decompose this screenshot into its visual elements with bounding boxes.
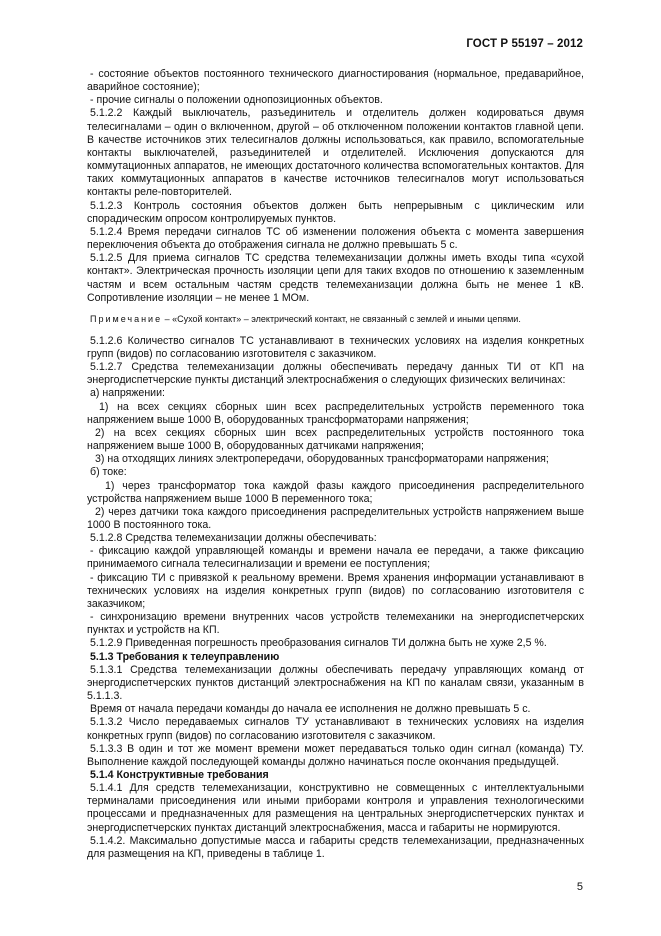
paragraph: Время от начала передачи команды до начала ее исполнения не должно превышать 5 с. (90, 703, 531, 716)
list-item: 2) на всех секциях сборных шин всех распределительных устройств постоянного тока напряжением выше 1000 В, оборудованных датчиками напряжения; (87, 426, 584, 453)
paragraph: 5.1.2.8 Средства телемеханизации должны обеспечивать: (90, 532, 377, 545)
list-item: 1) на всех секциях сборных шин всех распределительных устройств переменного тока напряжением выше 1000 В, оборудованных трансформаторами напряжения; (87, 400, 584, 426)
paragraph: 5.1.3.3 В один и тот же момент времени может передаваться только один сигнал (команда) ТУ. Выполнение каждой последующей команды должно начинаться после окончания предыдущей. (87, 742, 584, 768)
note-label: Примечание (90, 313, 163, 324)
section-heading: 5.1.3 Требования к телеуправлению (90, 650, 280, 663)
paragraph: 5.1.2.3 Контроль состояния объектов должен быть непрерывным с циклическим или спорадическим опросом контролируемых пунктов. (87, 199, 584, 225)
list-heading: б) токе: (90, 466, 127, 479)
paragraph: 5.1.2.6 Количество сигналов ТС устанавливают в технических условиях на изделия конкретных групп (видов) по согласованию изготовителя с заказчиком. (87, 334, 584, 360)
list-item: - синхронизацию времени внутренних часов устройств телемеханики на энергодиспетчерских пунктах и устройств на КП. (87, 611, 584, 637)
paragraph: 5.1.2.5 Для приема сигналов ТС средства телемеханизации должны иметь входы типа «сухой контакт». Электрическая прочность изоляции цепи для таких входов по отношению к заземленным частям и всем остальным частям средств телемеханизации должна быть не менее 1 кВ. Сопротивление изоляции – не менее 1 МОм. (87, 252, 584, 304)
list-item: - фиксацию ТИ с привязкой к реальному времени. Время хранения информации устанавливают в технических условиях на изделия конкретных групп (видов) по согласованию изготовителя с заказчиком; (87, 571, 584, 610)
paragraph: 5.1.4.1 Для средств телемеханизации, конструктивно не совмещенных с интеллектуальными терминалами присоединения или иными приборами контроля и управления технологическими процессами и предназначенных для размещения на центральных энергодиспетчерских пунктах и энергодиспетчерских пунктах дистанций электроснабжения, масса и габариты не нормируются. (87, 782, 584, 834)
section-heading: 5.1.4 Конструктивные требования (90, 768, 269, 781)
list-heading: а) напряжении: (90, 387, 165, 400)
paragraph: 5.1.2.4 Время передачи сигналов ТС об изменении положения объекта с момента завершения переключения объекта до отображения сигнала не должно превышать 5 с. (87, 225, 584, 252)
paragraph: 5.1.2.2 Каждый выключатель, разъединитель и отделитель должен кодироваться двумя телесигналами – один о включенном, другой – об отключенном положении контактов главной цепи. В качестве источников этих телесигналов должны использоваться, как правило, вспомогательные контакты выключателей, разъединителей и отделителей. Исключения допускаются для коммутационных аппаратов, не имеющих достаточного количества вспомогательных контактов. Для таких коммутационных аппаратов в качестве источников телесигналов могут использоваться контакты реле-повторителей. (87, 107, 584, 199)
list-item: 3) на отходящих линиях электропередачи, оборудованных трансформаторами напряжения; (95, 453, 549, 466)
list-item: 2) через датчики тока каждого присоединения распределительных устройств напряжением выше 1000 В постоянного тока. (87, 505, 584, 531)
list-item: - фиксацию каждой управляющей команды и времени начала ее передачи, а также фиксацию принимаемого сигнала телесигнализации и времени ее поступления; (87, 545, 584, 571)
note-text: – «Сухой контакт» – электрический контакт, не связанный с землей и иными цепями. (162, 313, 521, 324)
document-body (87, 68, 584, 861)
note (87, 313, 584, 325)
page-number: 5 (576, 881, 583, 893)
paragraph: 5.1.2.9 Приведенная погрешность преобразования сигналов ТИ должна быть не хуже 2,5 %. (90, 637, 547, 650)
paragraph: - прочие сигналы о положении однопозиционных объектов. (90, 94, 383, 107)
standard-header: ГОСТ Р 55197 – 2012 (466, 38, 583, 50)
paragraph: 5.1.4.2. Максимально допустимые масса и габариты средств телемеханизации, предназначенных для размещения на КП, приведены в таблице 1. (87, 834, 584, 860)
paragraph: 5.1.3.1 Средства телемеханизации должны обеспечивать передачу управляющих команд от энергодиспетчерских пунктов дистанций электроснабжения на КП по каналам связи, указанным в 5.1.1.3. (87, 663, 584, 703)
paragraph: - состояние объектов постоянного технического диагностирования (нормальное, предаварийное, аварийное состояние); (87, 68, 584, 94)
paragraph: 5.1.3.2 Число передаваемых сигналов ТУ устанавливают в технических условиях на изделия конкретных групп (видов) по согласованию изготовителя с заказчиком. (87, 716, 584, 742)
list-item: 1) через трансформатор тока каждой фазы каждого присоединения распределительного устройства напряжением выше 1000 В переменного тока; (87, 479, 584, 505)
paragraph: 5.1.2.7 Средства телемеханизации должны обеспечивать передачу данных ТИ от КП на энергодиспетчерские пункты дистанций электроснабжения о следующих физических величинах: (87, 361, 584, 387)
